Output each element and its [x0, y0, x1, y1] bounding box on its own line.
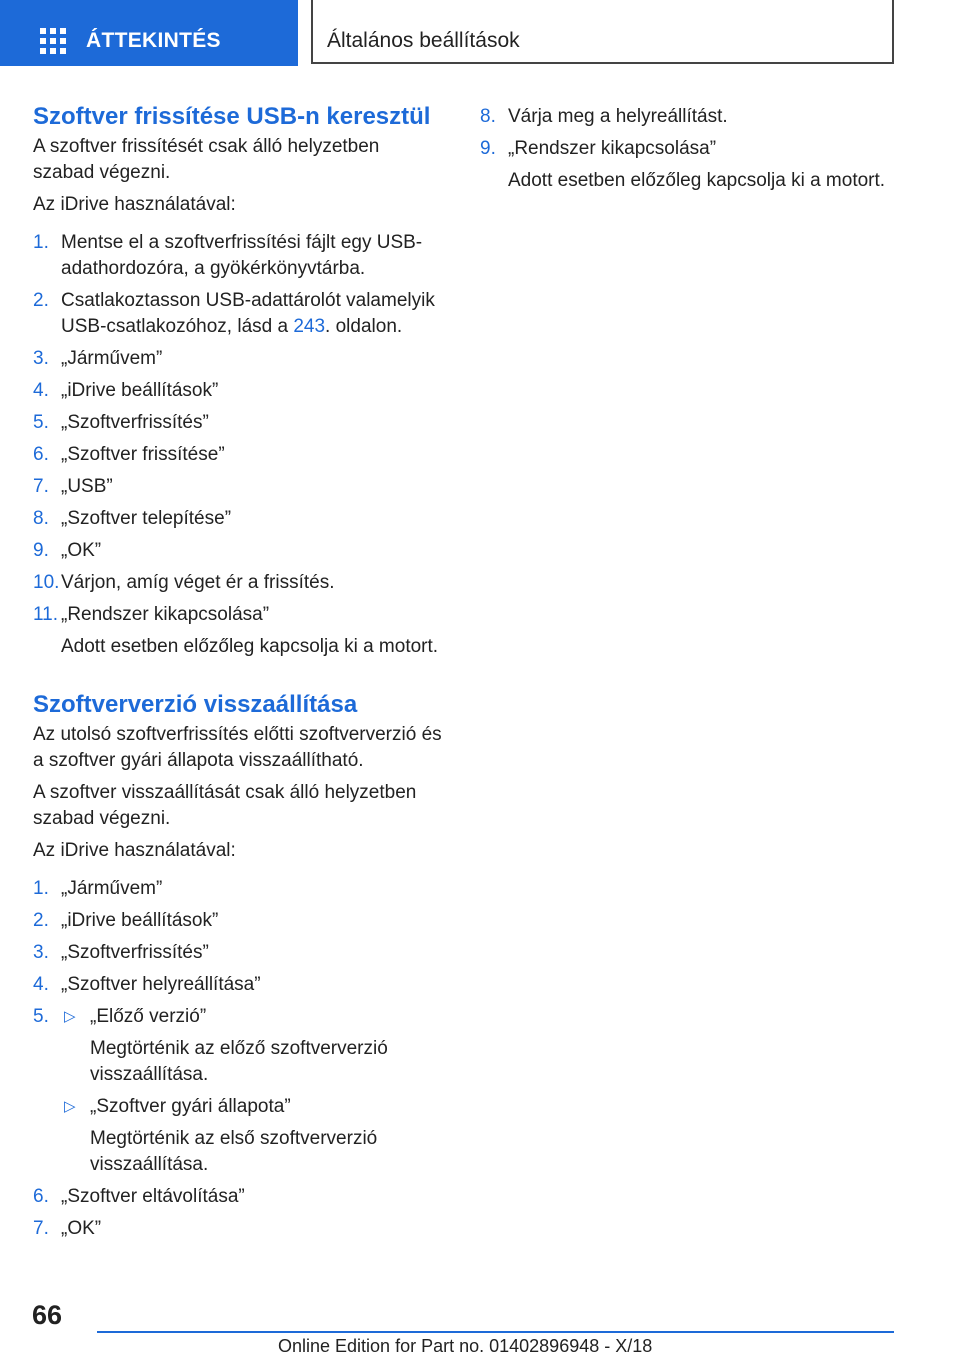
usb-update-intro: A szoftver frissítését csak álló helyzetben szabad végezni.	[33, 136, 380, 183]
list-item: 9. „Rendszer kikapcsolása” Adott esetben előzőleg kapcsolja ki a motort.	[480, 136, 910, 194]
list-item: 7. „OK”	[33, 1218, 102, 1239]
left-column	[33, 100, 445, 1248]
option-item: ▷ „Előző verzió” Megtörténik az előző szoftververzió visszaállítása.	[64, 1006, 388, 1085]
restore-steps	[33, 876, 445, 1242]
usb-update-steps	[33, 230, 445, 660]
restore-heading: Szoftververzió visszaállítása	[33, 691, 358, 718]
list-item: 2. „iDrive beállítások”	[33, 910, 219, 931]
overview-nav-button[interactable]	[0, 0, 298, 66]
list-item: 9. „OK”	[33, 540, 102, 561]
list-item: 11. „Rendszer kikapcsolása” Adott esetben előzőleg kapcsolja ki a motort.	[33, 602, 445, 660]
usb-update-lead: Az iDrive használatával:	[33, 194, 236, 215]
option-item: ▷ „Szoftver gyári állapota” Megtörténik az első szoftververzió visszaállítása.	[64, 1096, 378, 1175]
step-note: Adott esetben előzőleg kapcsolja ki a motort.	[508, 170, 886, 191]
list-item: 8. Várja meg a helyreállítást.	[480, 106, 728, 127]
page-header	[0, 0, 960, 66]
list-item: 6. „Szoftver eltávolítása”	[33, 1186, 245, 1207]
list-item: 10. Várjon, amíg véget ér a frissítés.	[33, 572, 335, 593]
list-item: 6. „Szoftver frissítése”	[33, 444, 225, 465]
list-item: 4. „iDrive beállítások”	[33, 380, 219, 401]
list-item: 1. „Járművem”	[33, 878, 163, 899]
list-item: 5. ▷ „Előző verzió” Megtörténik az előző szoftververzió visszaállítása. ▷ „Szoftver gyári állapota” Megtörténik az első szoftververzió visszaállítása.	[33, 1004, 445, 1178]
triangle-bullet-icon: ▷	[64, 1098, 76, 1115]
step-note: Adott esetben előzőleg kapcsolja ki a motort.	[61, 636, 439, 657]
page-number: 66	[32, 1300, 63, 1330]
grid-menu-icon	[40, 28, 66, 54]
restore-paragraph-1: Az utolsó szoftverfrissítés előtti szoftververzió és a szoftver gyári állapota visszaállítható.	[33, 724, 442, 771]
page-reference-link[interactable]: 243	[293, 316, 326, 337]
usb-update-heading: Szoftver frissítése USB-n keresztül	[33, 103, 431, 130]
restore-paragraph-2: A szoftver visszaállítását csak álló helyzetben szabad végezni.	[33, 782, 417, 829]
right-column	[480, 100, 910, 200]
list-item: 1. Mentse el a szoftverfrissítési fájlt egy USB-adathordozóra, a gyökérkönyvtárba.	[33, 232, 423, 279]
triangle-bullet-icon: ▷	[64, 1008, 76, 1025]
list-item: 8. „Szoftver telepítése”	[33, 508, 232, 529]
restore-lead: Az iDrive használatával:	[33, 840, 236, 861]
section-title: Általános beállítások	[327, 29, 520, 52]
restore-steps-continued	[480, 104, 910, 194]
list-item: 3. „Szoftverfrissítés”	[33, 942, 209, 963]
restore-options	[61, 1004, 445, 1178]
list-item: 2. Csatlakoztasson USB-adattárolót valamelyik USB-csatlakozóhoz, lásd a 243. oldalon.	[33, 290, 435, 337]
list-item: 7. „USB”	[33, 476, 113, 497]
footer-divider	[97, 1331, 894, 1333]
edition-info: Online Edition for Part no. 01402896948 - X/18	[278, 1336, 653, 1356]
section-title-tab	[311, 0, 894, 64]
list-item: 5. „Szoftverfrissítés”	[33, 412, 209, 433]
list-item: 4. „Szoftver helyreállítása”	[33, 974, 261, 995]
overview-nav-label: ÁTTEKINTÉS	[86, 29, 221, 52]
list-item: 3. „Járművem”	[33, 348, 163, 369]
